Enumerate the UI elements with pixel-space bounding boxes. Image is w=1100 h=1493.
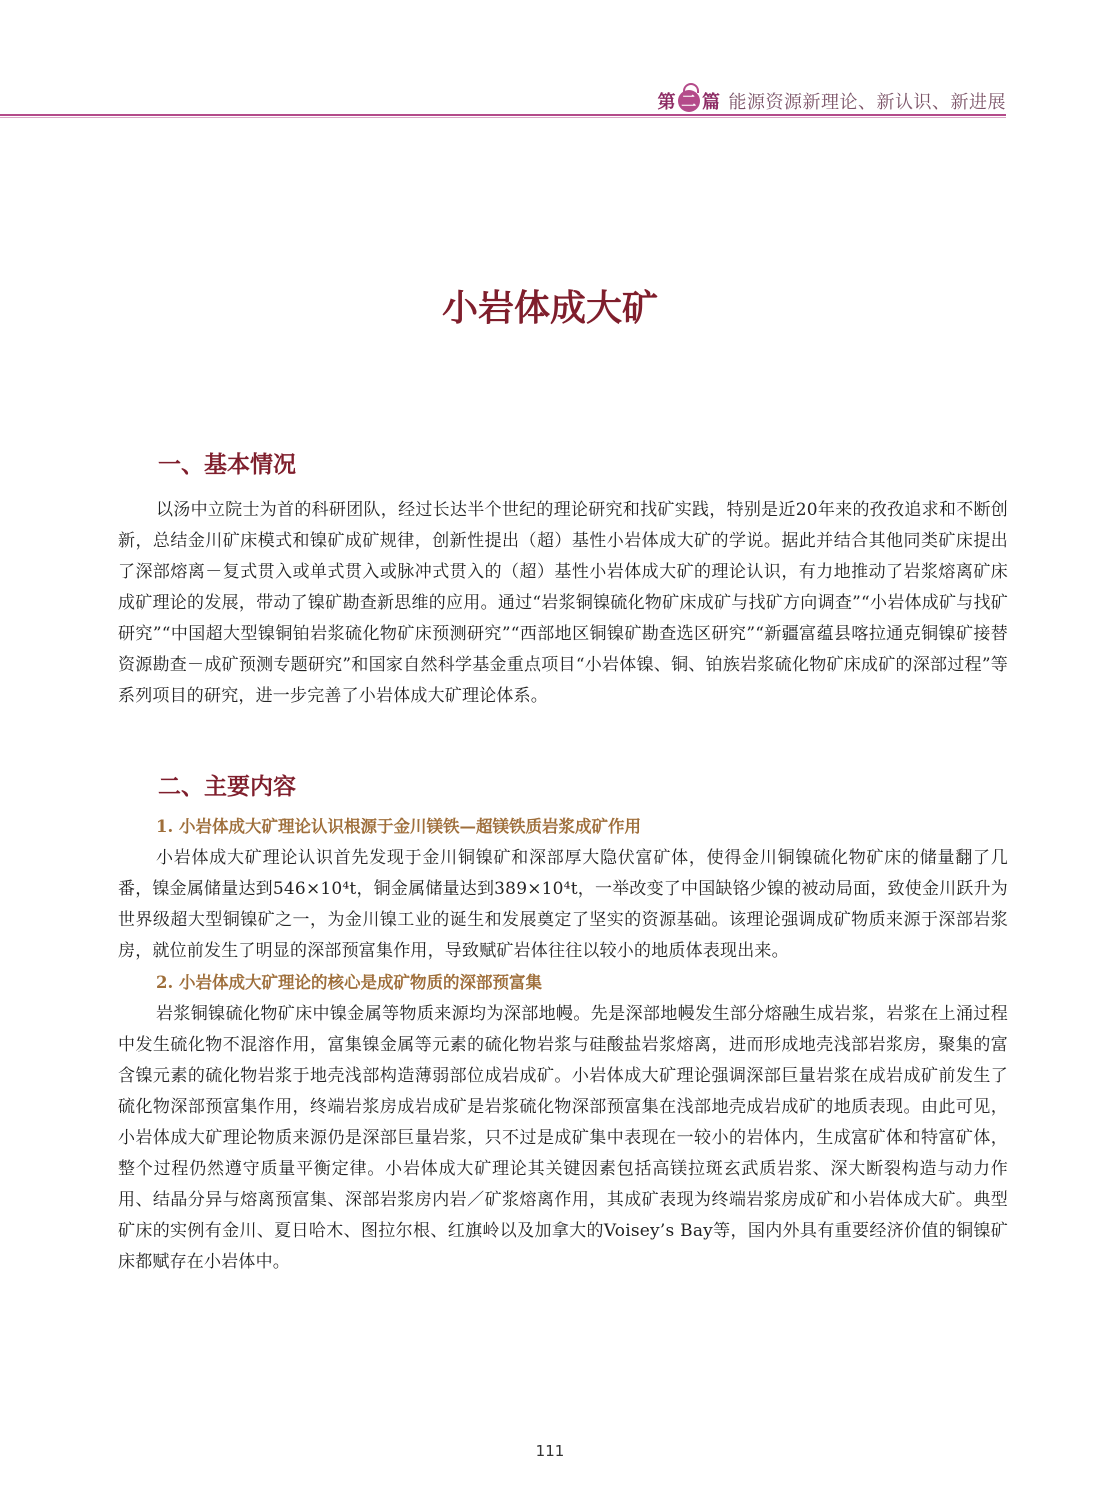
section-heading: 一、基本情况 bbox=[158, 452, 296, 478]
part-prefix: 第 bbox=[657, 92, 676, 113]
subsection-paragraph: 小岩体成大矿理论认识首先发现于金川铜镍矿和深部厚大隐伏富矿体，使得金川铜镍硫化物矿床的储量翻了几番，镍金属储量达到546×10⁴t，铜金属储量达到389×10⁴t，一举改变了中国缺铬少镍的被动局面，致使金川跃升为世界级超大型铜镍矿之一，为金川镍工业的诞生和发展奠定了坚实的资源基础。该理论强调成矿物质来源于深部岩浆房，就位前发生了明显的深部预富集作用，导致赋矿岩体往往以较小的地质体表现出来。 bbox=[118, 848, 1008, 961]
subsection-paragraph: 岩浆铜镍硫化物矿床中镍金属等物质来源均为深部地幔。先是深部地幔发生部分熔融生成岩浆，岩浆在上涌过程中发生硫化物不混溶作用，富集镍金属等元素的硫化物岩浆与硅酸盐岩浆熔离，进而形成地壳浅部岩浆房，聚集的富含镍元素的硫化物岩浆于地壳浅部构造薄弱部位成岩成矿。小岩体成大矿理论强调深部巨量岩浆在成岩成矿前发生了硫化物深部预富集作用，终端岩浆房成岩成矿是岩浆硫化物深部预富集在浅部地壳成岩成矿的地质表现。由此可见，小岩体成大矿理论物质来源仍是深部巨量岩浆，只不过是成矿集中表现在一较小的岩体内，生成富矿体和特富矿体，整个过程仍然遵守质量平衡定律。小岩体成大矿理论其关键因素包括高镁拉斑玄武质岩浆、深大断裂构造与动力作用、结晶分异与熔离预富集、深部岩浆房内岩／矿浆熔离作用，其成矿表现为终端岩浆房成矿和小岩体成大矿。典型矿床的实例有金川、夏日哈木、图拉尔根、红旗岭以及加拿大的Voisey’s Bay等，国内外具有重要经济价值的铜镍矿床都赋存在小岩体中。 bbox=[118, 1004, 1008, 1272]
subsection-title: 1. 小岩体成大矿理论认识根源于金川镁铁—超镁铁质岩浆成矿作用 bbox=[156, 817, 641, 836]
header-divider bbox=[0, 114, 1006, 116]
section-basic-info bbox=[118, 446, 1008, 712]
page-number: 111 bbox=[535, 1442, 565, 1460]
running-header bbox=[0, 78, 1006, 118]
part-number-badge: 二 bbox=[678, 90, 700, 112]
section-main-content bbox=[118, 768, 1008, 1278]
part-suffix: 篇 bbox=[702, 92, 721, 113]
part-title: 能源资源新理论、新认识、新进展 bbox=[728, 92, 1006, 113]
header-divider-thin bbox=[0, 117, 1006, 118]
section-heading: 二、主要内容 bbox=[158, 774, 296, 800]
article-title: 小岩体成大矿 bbox=[441, 288, 658, 329]
subsection-title: 2. 小岩体成大矿理论的核心是成矿物质的深部预富集 bbox=[156, 973, 542, 992]
part-label bbox=[658, 88, 1007, 114]
section-paragraph: 以汤中立院士为首的科研团队，经过长达半个世纪的理论研究和找矿实践，特别是近20年来的孜孜追求和不断创新，总结金川矿床模式和镍矿成矿规律，创新性提出（超）基性小岩体成大矿的学说。据此并结合其他同类矿床提出了深部熔离－复式贯入或单式贯入或脉冲式贯入的（超）基性小岩体成大矿的理论认识，有力地推动了岩浆熔离矿床成矿理论的发展，带动了镍矿勘查新思维的应用。通过“岩浆铜镍硫化物矿床成矿与找矿方向调查”“小岩体成矿与找矿研究”“中国超大型镍铜铂岩浆硫化物矿床预测研究”“西部地区铜镍矿勘查选区研究”“新疆富蕴县喀拉通克铜镍矿接替资源勘查－成矿预测专题研究”和国家自然科学基金重点项目“小岩体镍、铜、铂族岩浆硫化物矿床成矿的深部过程”等系列项目的研究，进一步完善了小岩体成大矿理论体系。 bbox=[118, 500, 1008, 706]
